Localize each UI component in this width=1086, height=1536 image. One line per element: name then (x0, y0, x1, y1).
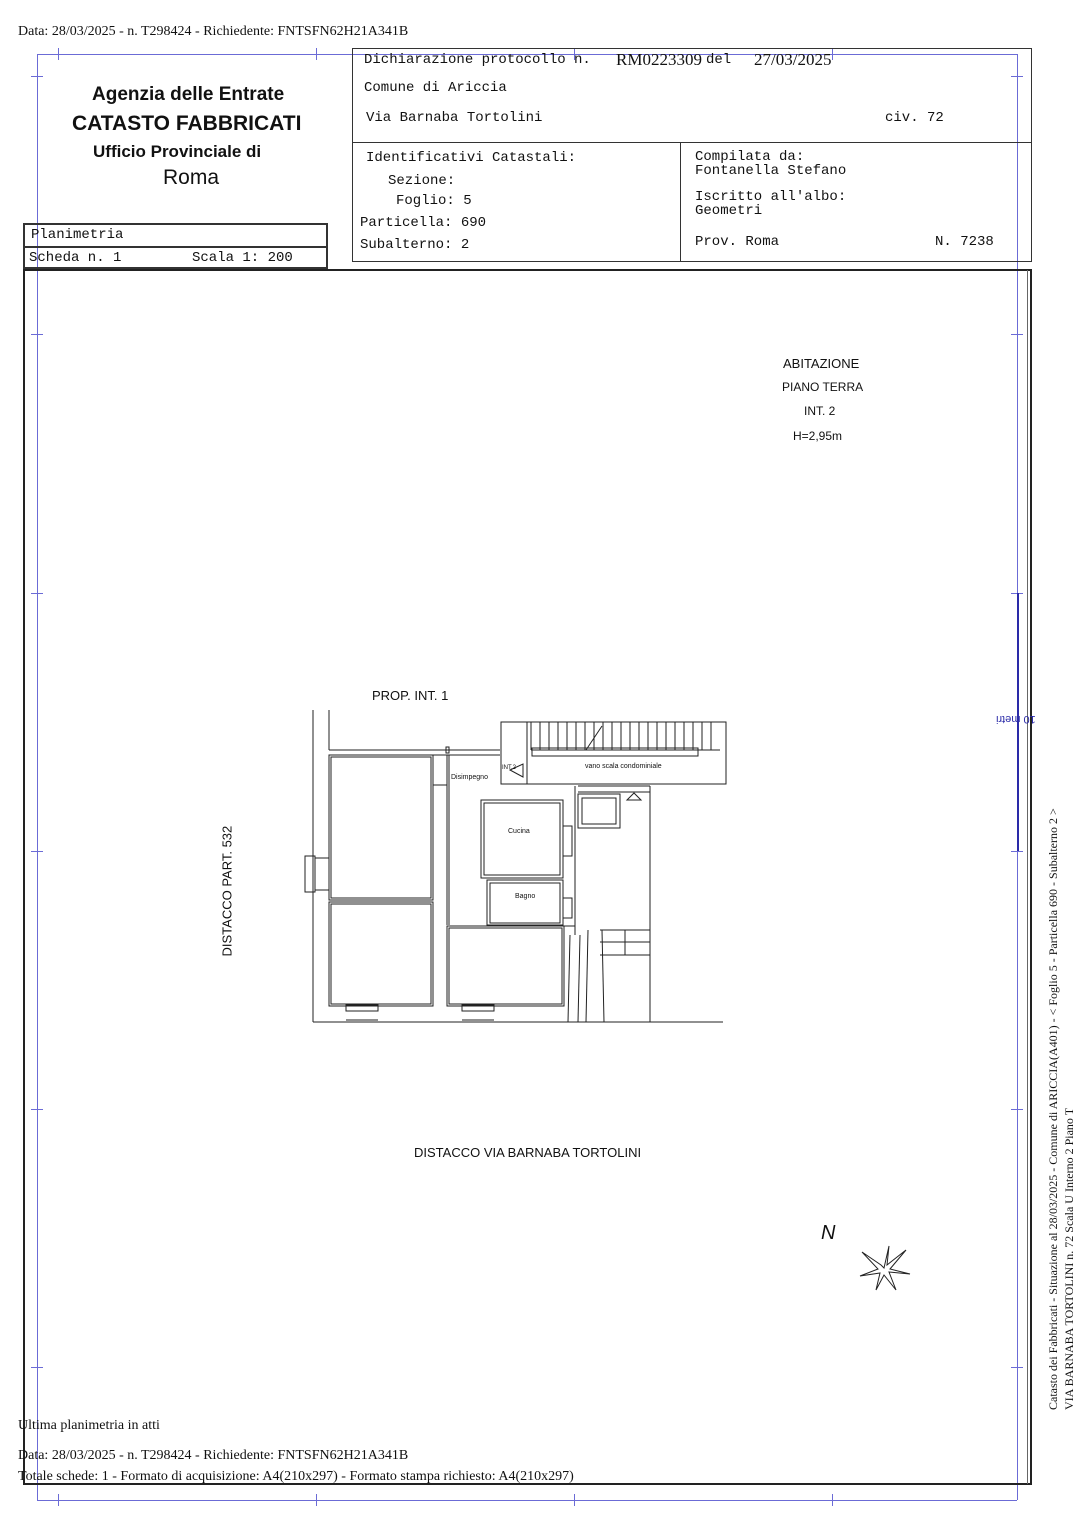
declaration-divider (352, 142, 1032, 143)
frame-tick (316, 48, 317, 60)
foglio-label: Foglio: 5 (396, 193, 472, 209)
footer-request-line: Data: 28/03/2025 - n. T298424 - Richiedente: FNTSFN62H21A341B (18, 1448, 409, 1463)
piano-label: PIANO TERRA (782, 380, 864, 394)
altezza-label: H=2,95m (793, 429, 843, 443)
frame-bottom-line (37, 1500, 1017, 1501)
particella-label: Particella: 690 (360, 215, 487, 231)
prov-label: Prov. Roma (695, 234, 780, 250)
declaration-column-divider (680, 142, 681, 262)
floor-plan (300, 700, 740, 1040)
via-label: Via Barnaba Tortolini (366, 110, 543, 126)
disimpegno-label: Disimpegno (451, 774, 488, 781)
frame-tick (58, 48, 59, 60)
bagno-label: Bagno (515, 893, 536, 900)
sezione-label: Sezione: (388, 173, 456, 189)
side-text-line1: Catasto dei Fabbricati - Situazione al 28/03/2025 - Comune di ARICCIA(A401) - < Foglio 5 - Particella 690 - Subalterno 2 > (1046, 808, 1060, 1410)
distacco-via-label: DISTACCO VIA BARNABA TORTOLINI (414, 1145, 642, 1160)
north-label: N (821, 1222, 836, 1244)
abitazione-label: ABITAZIONE (783, 356, 860, 371)
albo-value: Geometri (695, 203, 763, 219)
ufficio-city: Roma (163, 166, 220, 189)
frame-tick (316, 1494, 317, 1506)
footer-schede-line: Totale schede: 1 - Formato di acquisizione: A4(210x297) - Formato stampa richiesto: A4(210x297) (18, 1469, 574, 1484)
declaration-del-label: del (706, 52, 732, 68)
catasto-title: CATASTO FABBRICATI (72, 112, 302, 135)
comune-label: Comune di Ariccia (364, 80, 507, 96)
int2-tag: INT.2 (502, 765, 517, 771)
scala-value: Scala 1: 200 (192, 250, 293, 266)
cucina-label: Cucina (508, 828, 530, 835)
civico-label: civ. 72 (885, 110, 944, 126)
north-arrow-icon (856, 1244, 912, 1292)
prop-int1-label: PROP. INT. 1 (372, 688, 449, 703)
identificativi-title: Identificativi Catastali: (366, 150, 577, 166)
interno-label: INT. 2 (804, 404, 836, 418)
declaration-protocol-label: Dichiarazione protocollo n. (364, 52, 591, 68)
scale-bar-label: 10 metri (996, 713, 1036, 725)
header-request-line: Data: 28/03/2025 - n. T298424 - Richiedente: FNTSFN62H21A341B (18, 24, 409, 39)
planimetria-divider (23, 246, 328, 248)
distacco-part-label: DISTACCO PART. 532 (219, 825, 235, 957)
frame-tick (58, 1494, 59, 1506)
compilata-label: Compilata da: (695, 149, 805, 165)
vano-scala-label: vano scala condominiale (585, 763, 662, 770)
subalterno-label: Subalterno: 2 (360, 237, 470, 253)
ultima-planimetria: Ultima planimetria in atti (18, 1418, 160, 1433)
scheda-number: Scheda n. 1 (29, 250, 122, 266)
declaration-protocol-number: RM0223309 (616, 50, 702, 69)
ufficio-label: Ufficio Provinciale di (93, 142, 262, 161)
frame-tick (31, 76, 43, 77)
agency-name: Agenzia delle Entrate (92, 84, 285, 105)
declaration-date: 27/03/2025 (754, 50, 832, 69)
albo-label: Iscritto all'albo: (695, 189, 847, 205)
planimetria-label: Planimetria (31, 227, 124, 243)
side-text-line2: VIA BARNABA TORTOLINI n. 72 Scala U Interno 2 Piano T (1062, 1107, 1076, 1410)
albo-number: N. 7238 (935, 234, 994, 250)
drawing-frame-inner-right (1027, 270, 1028, 1484)
compilata-name: Fontanella Stefano (695, 163, 847, 179)
frame-tick (574, 1494, 575, 1506)
frame-tick (832, 1494, 833, 1506)
